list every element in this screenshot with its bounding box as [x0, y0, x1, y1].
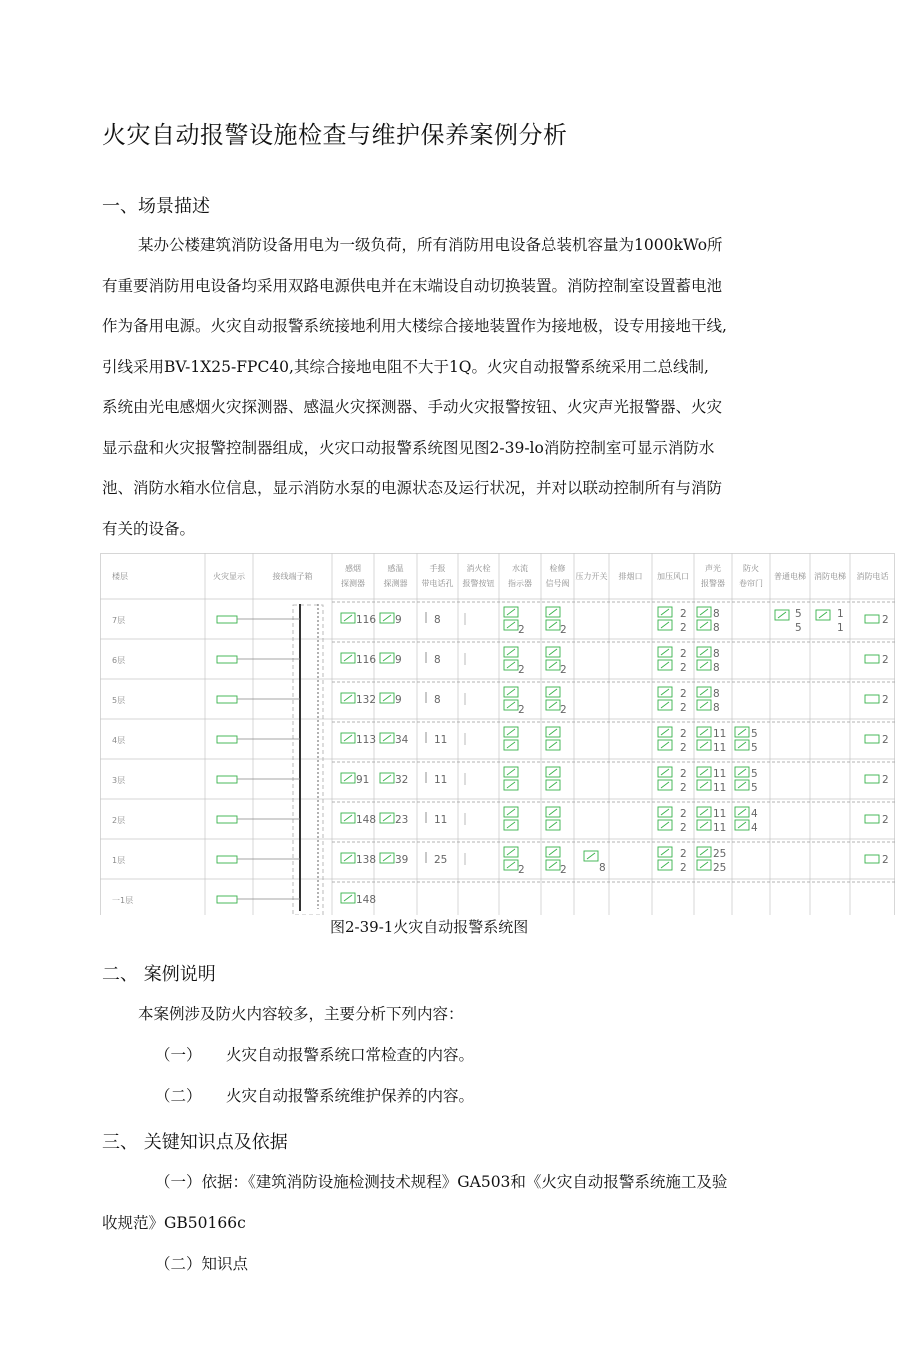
paragraph-line: 作为备用电源。火灾自动报警系统接地利用大楼综合接地装置作为接地极，设专用接地干线, — [102, 317, 727, 335]
signal-valve-icon-mark — [549, 622, 557, 628]
case-item-marker: （二） — [155, 1087, 202, 1105]
floor-label: 1层 — [112, 856, 126, 865]
sounder-strobe-icon-mark — [700, 782, 708, 788]
pressurized-vent-count: 2 — [680, 608, 687, 620]
column-header: 探测器 — [383, 579, 408, 588]
fire-display-icon — [217, 696, 237, 703]
section-heading-case: 二、 案例说明 — [102, 964, 216, 985]
column-header: 消防电梯 — [814, 572, 846, 581]
signal-valve-icon-mark — [549, 782, 557, 788]
column-header: 信号阀 — [545, 579, 570, 588]
heat-detector-count: 32 — [395, 774, 409, 786]
heat-detector-icon-mark — [383, 655, 391, 661]
heat-detector-icon-mark — [383, 615, 391, 621]
pressurized-vent-icon-mark — [661, 622, 669, 628]
shutter-door-count: 5 — [751, 742, 758, 754]
fire-phone-icon — [865, 655, 879, 663]
shutter-door-count: 4 — [751, 808, 758, 820]
fire-phone-icon — [865, 615, 879, 623]
sounder-strobe-icon-mark — [700, 689, 708, 695]
column-header: 火灾显示 — [213, 572, 245, 581]
fire-phone-count: 2 — [882, 614, 889, 626]
shutter-door-icon-mark — [738, 809, 746, 815]
signal-valve-icon-mark — [549, 729, 557, 735]
manual-call-count: 8 — [434, 654, 441, 666]
knowledge-heading: （二）知识点 — [155, 1255, 249, 1273]
pressurized-vent-count: 2 — [680, 808, 687, 820]
sounder-strobe-icon-mark — [700, 609, 708, 615]
sounder-strobe-count: 8 — [713, 662, 720, 674]
sounder-strobe-count: 11 — [713, 782, 727, 794]
fire-phone-count: 2 — [882, 854, 889, 866]
water-flow-icon-mark — [507, 809, 515, 815]
pressurized-vent-count: 2 — [680, 742, 687, 754]
manual-call-count: 8 — [434, 694, 441, 706]
signal-valve-count: 2 — [560, 624, 567, 636]
section-heading-scene: 一、场景描述 — [102, 196, 210, 217]
paragraph-line: 某办公楼建筑消防设备用电为一级负荷，所有消防用电设备总装机容量为1000kWo所 — [138, 236, 723, 254]
pressurized-vent-icon-mark — [661, 729, 669, 735]
heat-detector-icon-mark — [383, 775, 391, 781]
smoke-detector-count: 116 — [356, 614, 377, 626]
shutter-door-icon-mark — [738, 729, 746, 735]
shutter-door-icon-mark — [738, 782, 746, 788]
pressurized-vent-count: 2 — [680, 688, 687, 700]
elevator-count: 5 — [795, 622, 802, 634]
pressurized-vent-icon-mark — [661, 742, 669, 748]
smoke-detector-count: 116 — [356, 654, 377, 666]
sounder-strobe-icon-mark — [700, 809, 708, 815]
water-flow-icon-mark — [507, 702, 515, 708]
sounder-strobe-icon-mark — [700, 769, 708, 775]
smoke-detector-count: 138 — [356, 854, 377, 866]
water-flow-count: 2 — [518, 864, 525, 876]
column-header: 排烟口 — [618, 572, 643, 581]
signal-valve-count: 2 — [560, 864, 567, 876]
floor-label: 一1层 — [112, 896, 134, 905]
terminal-box — [293, 605, 323, 915]
column-header: 感烟 — [345, 564, 361, 573]
heat-detector-icon-mark — [383, 695, 391, 701]
pressurized-vent-count: 2 — [680, 848, 687, 860]
fire-elevator-icon-mark — [819, 612, 827, 618]
case-item-marker: （一） — [155, 1046, 202, 1064]
shutter-door-count: 5 — [751, 782, 758, 794]
heat-detector-count: 9 — [395, 614, 402, 626]
smoke-detector-icon-mark — [344, 655, 352, 661]
smoke-detector-count: 148 — [356, 894, 377, 906]
smoke-detector-icon-mark — [344, 615, 352, 621]
floor-label: 4层 — [112, 736, 126, 745]
fire-phone-icon — [865, 815, 879, 823]
heat-detector-icon-mark — [383, 855, 391, 861]
heat-detector-count: 9 — [395, 654, 402, 666]
fire-phone-icon — [865, 695, 879, 703]
pressurized-vent-count: 2 — [680, 768, 687, 780]
signal-valve-icon-mark — [549, 862, 557, 868]
shutter-door-count: 5 — [751, 728, 758, 740]
column-header: 报警按钮 — [462, 579, 495, 588]
water-flow-icon-mark — [507, 689, 515, 695]
figure-caption: 图2-39-1火灾自动报警系统图 — [330, 918, 529, 936]
column-header: 手报 — [429, 564, 446, 573]
sounder-strobe-icon-mark — [700, 742, 708, 748]
pressurized-vent-icon-mark — [661, 862, 669, 868]
shutter-door-icon-mark — [738, 822, 746, 828]
diagram-border — [101, 554, 895, 916]
fire-display-icon — [217, 896, 237, 903]
sounder-strobe-count: 8 — [713, 702, 720, 714]
pressurized-vent-icon-mark — [661, 769, 669, 775]
sounder-strobe-count: 11 — [713, 728, 727, 740]
sounder-strobe-count: 25 — [713, 862, 727, 874]
shutter-door-icon-mark — [738, 742, 746, 748]
heat-detector-count: 39 — [395, 854, 409, 866]
sounder-strobe-count: 25 — [713, 848, 727, 860]
signal-valve-count: 2 — [560, 704, 567, 716]
smoke-detector-count: 113 — [356, 734, 377, 746]
fire-phone-icon — [865, 775, 879, 783]
column-header: 普通电梯 — [774, 572, 806, 581]
smoke-detector-icon-mark — [344, 855, 352, 861]
column-header: 探测器 — [341, 579, 365, 588]
manual-call-count: 25 — [434, 854, 448, 866]
scene-paragraph — [102, 225, 802, 549]
shutter-door-icon-mark — [738, 769, 746, 775]
signal-valve-icon-mark — [549, 662, 557, 668]
signal-valve-icon-mark — [549, 689, 557, 695]
case-item-text: 火灾自动报警系统维护保养的内容。 — [226, 1087, 475, 1105]
sounder-strobe-icon-mark — [700, 729, 708, 735]
smoke-detector-icon-mark — [344, 695, 352, 701]
pressurized-vent-icon-mark — [661, 822, 669, 828]
column-header: 指示器 — [508, 579, 532, 588]
smoke-detector-count: 91 — [356, 774, 370, 786]
pressurized-vent-count: 2 — [680, 702, 687, 714]
pressurized-vent-count: 2 — [680, 648, 687, 660]
water-flow-icon-mark — [507, 782, 515, 788]
shutter-door-count: 5 — [751, 768, 758, 780]
pressurized-vent-icon-mark — [661, 689, 669, 695]
fire-phone-count: 2 — [882, 814, 889, 826]
floor-label: 7层 — [112, 616, 126, 625]
water-flow-count: 2 — [518, 704, 525, 716]
fire-elevator-count: 1 — [837, 622, 844, 634]
sounder-strobe-count: 11 — [713, 822, 727, 834]
sounder-strobe-count: 11 — [713, 742, 727, 754]
smoke-detector-icon-mark — [344, 895, 352, 901]
sounder-strobe-icon-mark — [700, 822, 708, 828]
heat-detector-count: 23 — [395, 814, 409, 826]
basis-line: 收规范》GB50166c — [102, 1214, 246, 1232]
water-flow-icon-mark — [507, 622, 515, 628]
column-header: 消火栓 — [466, 564, 491, 573]
pressurized-vent-count: 2 — [680, 822, 687, 834]
fire-elevator-count: 1 — [837, 608, 844, 620]
sounder-strobe-icon-mark — [700, 849, 708, 855]
sounder-strobe-icon-mark — [700, 862, 708, 868]
pressurized-vent-icon-mark — [661, 662, 669, 668]
water-flow-icon-mark — [507, 862, 515, 868]
floor-label: 5层 — [112, 696, 126, 705]
column-header: 卷帘门 — [739, 579, 763, 588]
case-item-text: 火灾自动报警系统口常检查的内容。 — [226, 1046, 475, 1064]
signal-valve-icon-mark — [549, 809, 557, 815]
pressure-switch-icon-mark — [587, 853, 595, 859]
fire-display-icon — [217, 856, 237, 863]
paragraph-line: 有重要消防用电设备均采用双路电源供电并在末端设自动切换装置。消防控制室设置蓄电池 — [102, 276, 723, 295]
fire-display-icon — [217, 656, 237, 663]
sounder-strobe-icon-mark — [700, 622, 708, 628]
signal-valve-icon-mark — [549, 822, 557, 828]
fire-display-icon — [217, 736, 237, 743]
fire-phone-icon — [865, 735, 879, 743]
column-header: 水流 — [512, 564, 528, 573]
manual-call-count: 11 — [434, 774, 448, 786]
column-header: 防火 — [743, 564, 759, 573]
water-flow-icon-mark — [507, 849, 515, 855]
water-flow-icon-mark — [507, 662, 515, 668]
case-intro: 本案例涉及防火内容较多，主要分析下列内容： — [138, 1005, 464, 1023]
manual-call-count: 8 — [434, 614, 441, 626]
floor-label: 2层 — [112, 816, 126, 825]
floor-label: 6层 — [112, 656, 126, 665]
signal-valve-icon-mark — [549, 649, 557, 655]
water-flow-count: 2 — [518, 624, 525, 636]
shutter-door-count: 4 — [751, 822, 758, 834]
sounder-strobe-count: 8 — [713, 688, 720, 700]
signal-valve-icon-mark — [549, 849, 557, 855]
fire-display-icon — [217, 616, 237, 623]
column-header: 压力开关 — [575, 572, 608, 581]
heat-detector-count: 34 — [395, 734, 409, 746]
heat-detector-count: 9 — [395, 694, 402, 706]
pressurized-vent-count: 2 — [680, 782, 687, 794]
pressurized-vent-icon-mark — [661, 782, 669, 788]
column-header: 检修 — [549, 564, 566, 573]
elevator-icon-mark — [778, 612, 786, 618]
fire-phone-count: 2 — [882, 694, 889, 706]
sounder-strobe-icon-mark — [700, 649, 708, 655]
column-header: 消防电话 — [856, 572, 889, 581]
column-header: 带电话孔 — [421, 579, 454, 588]
column-header: 楼层 — [112, 572, 128, 581]
pressurized-vent-count: 2 — [680, 862, 687, 874]
signal-valve-count: 2 — [560, 664, 567, 676]
water-flow-icon-mark — [507, 729, 515, 735]
smoke-detector-count: 132 — [356, 694, 377, 706]
heat-detector-icon-mark — [383, 735, 391, 741]
sounder-strobe-icon-mark — [700, 662, 708, 668]
water-flow-icon-mark — [507, 769, 515, 775]
column-header: 感温 — [387, 564, 404, 573]
sounder-strobe-icon-mark — [700, 702, 708, 708]
water-flow-icon-mark — [507, 649, 515, 655]
paragraph-line: 池、消防水箱水位信息，显示消防水泵的电源状态及运行状况，并对以联动控制所有与消防 — [102, 479, 723, 497]
smoke-detector-icon-mark — [344, 735, 352, 741]
water-flow-icon-mark — [507, 609, 515, 615]
pressurized-vent-icon-mark — [661, 702, 669, 708]
sounder-strobe-count: 8 — [713, 648, 720, 660]
paragraph-line: 有关的设备。 — [102, 519, 196, 538]
sounder-strobe-count: 8 — [713, 608, 720, 620]
column-header: 声光 — [705, 564, 721, 573]
smoke-detector-count: 148 — [356, 814, 377, 826]
smoke-detector-icon-mark — [344, 815, 352, 821]
sounder-strobe-count: 11 — [713, 768, 727, 780]
fire-display-icon — [217, 816, 237, 823]
signal-valve-icon-mark — [549, 702, 557, 708]
signal-valve-icon-mark — [549, 609, 557, 615]
fire-phone-count: 2 — [882, 654, 889, 666]
water-flow-count: 2 — [518, 664, 525, 676]
manual-call-count: 11 — [434, 814, 448, 826]
pressurized-vent-icon-mark — [661, 649, 669, 655]
column-header: 接线端子箱 — [272, 572, 313, 581]
pressure-switch-count: 8 — [599, 862, 606, 874]
elevator-count: 5 — [795, 608, 802, 620]
floor-label: 3层 — [112, 776, 126, 785]
water-flow-icon-mark — [507, 742, 515, 748]
paragraph-line: 引线采用BV-1X25-FPC40,其综合接地电阻不大于1Q。火灾自动报警系统采用二总线制, — [102, 357, 709, 376]
column-header: 加压风口 — [657, 572, 689, 581]
fire-phone-icon — [865, 855, 879, 863]
water-flow-icon-mark — [507, 822, 515, 828]
sounder-strobe-count: 11 — [713, 808, 727, 820]
smoke-detector-icon-mark — [344, 775, 352, 781]
pressurized-vent-icon-mark — [661, 809, 669, 815]
paragraph-line: 显示盘和火灾报警控制器组成，火灾口动报警系统图见图2-39-lo消防控制室可显示消防水 — [102, 438, 715, 457]
fire-phone-count: 2 — [882, 734, 889, 746]
fire-display-icon — [217, 776, 237, 783]
heat-detector-icon-mark — [383, 815, 391, 821]
manual-call-count: 11 — [434, 734, 448, 746]
pressurized-vent-icon-mark — [661, 609, 669, 615]
pressurized-vent-count: 2 — [680, 728, 687, 740]
pressurized-vent-count: 2 — [680, 662, 687, 674]
paragraph-line: 系统由光电感烟火灾探测器、感温火灾探测器、手动火灾报警按钮、火灾声光报警器、火灾 — [102, 398, 723, 416]
basis-line: （一）依据：《建筑消防设施检测技术规程》GA503和《火灾自动报警系统施工及验 — [155, 1173, 728, 1191]
column-header: 报警器 — [701, 579, 725, 588]
sounder-strobe-count: 8 — [713, 622, 720, 634]
section-heading-knowledge: 三、 关键知识点及依据 — [102, 1132, 288, 1153]
pressurized-vent-count: 2 — [680, 622, 687, 634]
pressurized-vent-icon-mark — [661, 849, 669, 855]
signal-valve-icon-mark — [549, 742, 557, 748]
page-title: 火灾自动报警设施检查与维护保养案例分析 — [102, 121, 568, 149]
signal-valve-icon-mark — [549, 769, 557, 775]
fire-phone-count: 2 — [882, 774, 889, 786]
fire-alarm-system-diagram — [100, 553, 895, 915]
